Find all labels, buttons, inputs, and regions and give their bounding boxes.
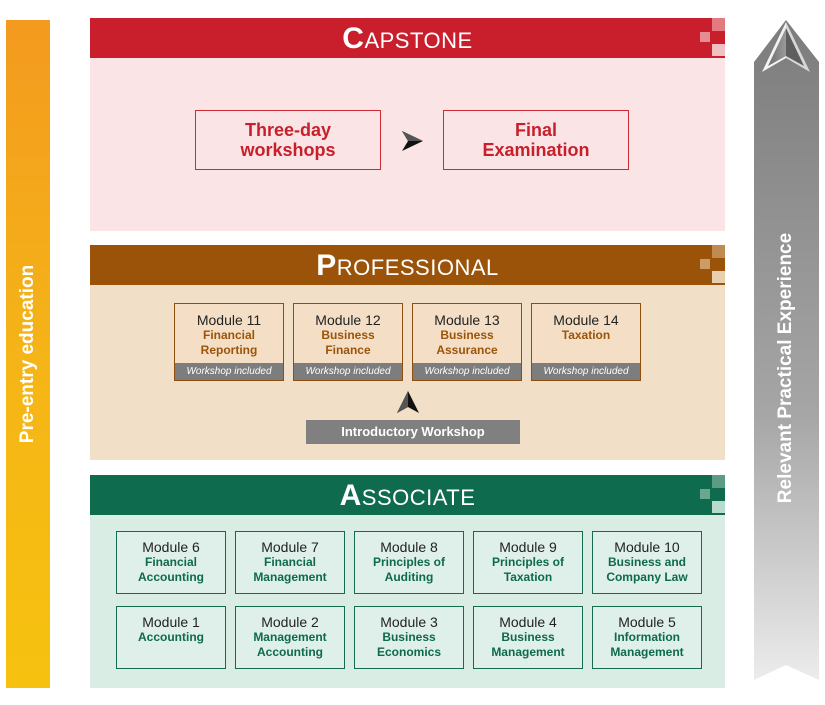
module-5-card [592, 606, 702, 669]
module-number: Module 7 [261, 539, 319, 555]
module-7-card [235, 531, 345, 594]
professional-body [90, 285, 725, 460]
module-name: Business and [607, 555, 687, 569]
workshop-included-tag: Workshop included [175, 363, 283, 380]
pixel-decoration [712, 44, 725, 56]
arrow-up-icon [396, 390, 420, 414]
pixel-decoration [700, 489, 710, 499]
associate-body [90, 515, 725, 688]
three-day-workshops-box [195, 110, 381, 170]
module-number: Module 3 [380, 614, 438, 630]
module-name: Finance [325, 343, 371, 357]
module-name: Principles of [372, 555, 446, 569]
pixel-decoration [712, 271, 725, 283]
module-name: Management [253, 570, 327, 584]
module-number: Module 4 [499, 614, 557, 630]
module-number: Module 10 [614, 539, 680, 555]
module-9-card [473, 531, 583, 594]
module-name: Auditing [384, 570, 434, 584]
module-13-card [412, 303, 522, 381]
module-11-card [174, 303, 284, 381]
module-name: Business [321, 328, 375, 342]
pixel-decoration [700, 32, 710, 42]
module-name: Business [501, 630, 555, 644]
module-number: Module 14 [553, 312, 619, 328]
module-8-card [354, 531, 464, 594]
workshop-included-tag: Workshop included [294, 363, 402, 380]
associate-title-rest: SSOCIATE [361, 485, 476, 510]
pre-entry-education-label: Pre-entry education [17, 264, 38, 444]
capstone-body [90, 58, 725, 231]
module-6-card [116, 531, 226, 594]
workshop-included-tag: Workshop included [413, 363, 521, 380]
module-name: Accounting [257, 645, 323, 659]
pixel-decoration [700, 259, 710, 269]
module-name: Management [491, 645, 565, 659]
pre-entry-education-bar [6, 20, 50, 688]
three-day-workshops-line2: workshops [240, 140, 336, 160]
final-examination-line2: Examination [482, 140, 590, 160]
module-10-card [592, 531, 702, 594]
module-name: Company Law [606, 570, 688, 584]
module-number: Module 8 [380, 539, 438, 555]
pixel-decoration [712, 245, 725, 258]
module-name: Financial [144, 555, 197, 569]
module-name: Business [382, 630, 436, 644]
module-name: Accounting [138, 630, 204, 644]
associate-header [90, 475, 725, 515]
module-name: Principles of [491, 555, 565, 569]
workshop-included-tag: Workshop included [532, 363, 640, 380]
module-name: Assurance [436, 343, 498, 357]
module-number: Module 11 [196, 312, 262, 328]
module-1-card [116, 606, 226, 669]
module-2-card [235, 606, 345, 669]
module-name: Taxation [561, 328, 611, 342]
capstone-header [90, 18, 725, 58]
pixel-decoration [712, 501, 725, 513]
arrow-right-icon [400, 130, 424, 152]
module-4-card [473, 606, 583, 669]
professional-header [90, 245, 725, 285]
module-name: Information [614, 630, 680, 644]
module-name: Taxation [503, 570, 553, 584]
module-name: Reporting [200, 343, 258, 357]
final-examination-line1: Final [514, 120, 557, 140]
professional-title-rest: ROFESSIONAL [336, 255, 499, 280]
module-name: Management [253, 630, 327, 644]
module-12-card [293, 303, 403, 381]
introductory-workshop-bar: Introductory Workshop [306, 420, 520, 444]
module-number: Module 12 [315, 312, 381, 328]
pixel-decoration [712, 475, 725, 488]
capstone-section [90, 18, 725, 231]
module-number: Module 5 [618, 614, 676, 630]
capstone-title-initial: C [342, 22, 365, 55]
associate-section [90, 475, 725, 688]
module-number: Module 13 [434, 312, 500, 328]
module-3-card [354, 606, 464, 669]
module-name: Financial [202, 328, 255, 342]
module-number: Module 9 [499, 539, 557, 555]
pixel-decoration [712, 18, 725, 31]
professional-section [90, 245, 725, 460]
module-name: Financial [263, 555, 316, 569]
module-number: Module 1 [142, 614, 200, 630]
module-number: Module 6 [142, 539, 200, 555]
module-name: Business [440, 328, 494, 342]
final-examination-box [443, 110, 629, 170]
professional-title-initial: P [316, 249, 337, 282]
three-day-workshops-line1: Three-day [244, 120, 332, 140]
capstone-title-rest: APSTONE [364, 28, 473, 53]
module-14-card [531, 303, 641, 381]
module-name: Economics [376, 645, 442, 659]
module-name: Management [610, 645, 684, 659]
module-name: Accounting [138, 570, 204, 584]
practical-experience-label: Relevant Practical Experience [775, 232, 796, 504]
module-number: Module 2 [261, 614, 319, 630]
associate-title-initial: A [339, 479, 362, 512]
